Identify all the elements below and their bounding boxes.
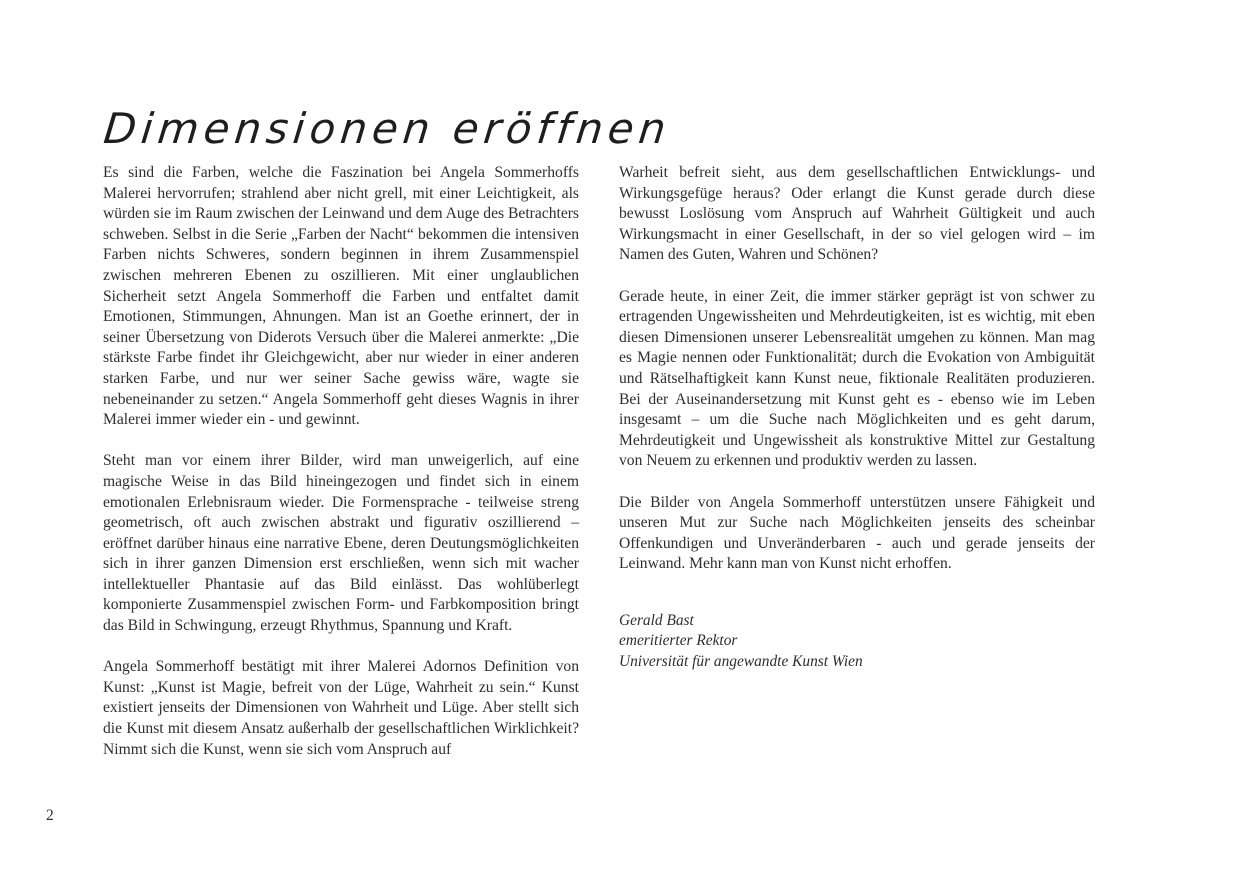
page-number: 2 bbox=[46, 807, 54, 824]
author-institution: Universität für angewandte Kunst Wien bbox=[619, 653, 863, 671]
paragraph: Warheit befreit sieht, aus dem gesellschaftlichen Entwicklungs- und Wirkungsgefüge heraus? Oder erlangt die Kunst gerade durch diese bewusst Loslösung vom Anspruch auf Wahrheit Gültigkeit und auch Wirkungsmacht in einer Gesellschaft, in der so viel gelogen wird – im Namen des Guten, Wahren und Schönen? bbox=[619, 164, 1095, 264]
paragraph: Steht man vor einem ihrer Bilder, wird man unweigerlich, auf eine magische Weise in das Bild hineingezogen und findet sich in einem emotionalen Erlebnisraum wieder. Die Formensprache - teilweise streng geometrisch, oft auch zwischen abstrakt und figurativ oszillierend – eröffnet darüber hinaus eine narrative Ebene, deren Deutungsmöglichkeiten sich in ihrer ganzen Dimension erst erschließen, wenn sich mit wacher intellektueller Phantasie auf das Bild einlässt. Das wohlüberlegt komponierte Zusammenspiel zwischen Form- und Farbkomposition bringt das Bild in Schwingung, erzeugt Rhythmus, Spannung und Kraft. bbox=[103, 452, 579, 635]
author-name: Gerald Bast bbox=[619, 611, 694, 629]
paragraph: Die Bilder von Angela Sommerhoff unterstützen unsere Fähigkeit und unseren Mut zur Suche nach Möglichkeiten jenseits des scheinbar Offenkundigen und Unveränderbaren - auch und gerade jenseits der Leinwand. Mehr kann man von Kunst nicht erhoffen. bbox=[619, 493, 1095, 573]
right-column bbox=[619, 163, 1095, 673]
signature-block bbox=[619, 611, 1095, 673]
left-column bbox=[103, 163, 579, 781]
paragraph: Es sind die Farben, welche die Faszination bei Angela Sommerhoffs Malerei hervorrufen; strahlend aber nicht grell, mit einer Leichtigkeit, als würden sie im Raum zwischen der Leinwand und dem Auge des Betrachters schweben. Selbst in die Serie „Farben der Nacht“ bekommen die intensiven Farben nichts Schweres, sondern beginnen in ihrem Zusammenspiel zwischen mehreren Ebenen zu oszillieren. Mit einer unglaublichen Sicherheit setzt Angela Sommerhoff die Farben und entfaltet damit Emotionen, Stimmungen, Ahnungen. Man ist an Goethe erinnert, der in seiner Übersetzung von Diderots Versuch über die Malerei anmerkte: „Die stärkste Farbe findet ihr Gleichgewicht, aber nur wieder in einer anderen starken Farbe, und nur wer seiner Sache gewiss wäre, wagte sie nebeneinander zu setzen.“ Angela Sommerhoff geht dieses Wagnis in ihrer Malerei immer wieder ein - und gewinnt. bbox=[103, 164, 579, 429]
paragraph: Angela Sommerhoff bestätigt mit ihrer Malerei Adornos Definition von Kunst: „Kunst ist Magie, befreit von der Lüge, Wahrheit zu sein.“ Kunst existiert jenseits der Dimensionen von Wahrheit und Lüge. Aber stellt sich die Kunst mit diesem Ansatz außerhalb der gesellschaftlichen Wirklichkeit? Nimmt sich die Kunst, wenn sie sich vom Anspruch auf bbox=[103, 658, 579, 758]
page-title: Dimensionen eröffnen bbox=[101, 104, 674, 154]
paragraph: Gerade heute, in einer Zeit, die immer stärker geprägt ist von schwer zu ertragenden Ungewissheiten und Mehrdeutigkeiten, ist es wichtig, mit eben diesen Dimensionen unserer Lebensrealität umgehen zu können. Man mag es Magie nennen oder Funktionalität; durch die Evokation von Ambiguität und Rätselhaftigkeit kann Kunst neue, fiktionale Realitäten produzieren. Bei der Auseinandersetzung mit Kunst geht es - ebenso wie im Leben insgesamt – um die Suche nach Möglichkeiten und es geht darum, Mehrdeutigkeit und Ungewissheit als konstruktive Mittel zur Gestaltung von Neuem zu erkennen und produktiv werden zu lassen. bbox=[619, 287, 1095, 470]
author-role: emeritierter Rektor bbox=[619, 632, 738, 650]
